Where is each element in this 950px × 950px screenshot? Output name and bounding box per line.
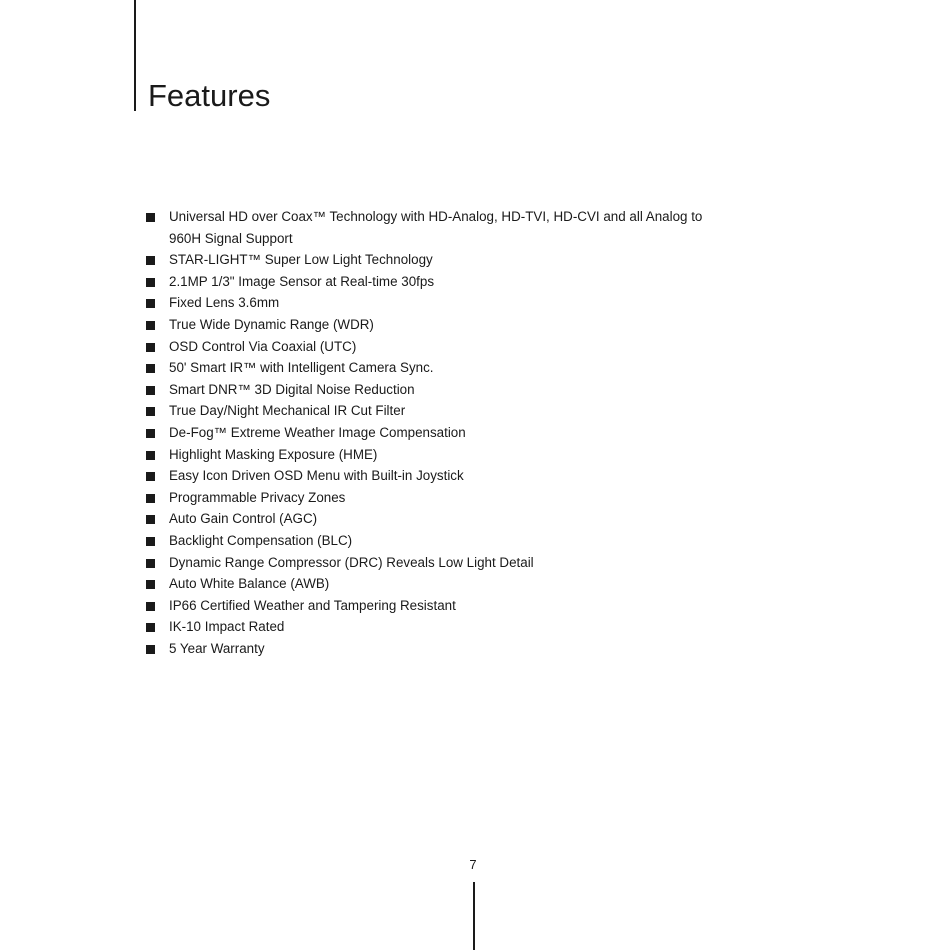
feature-text: Easy Icon Driven OSD Menu with Built-in Joystick (169, 468, 464, 484)
feature-text: Backlight Compensation (BLC) (169, 532, 353, 548)
feature-item (146, 400, 706, 422)
square-bullet-icon (146, 559, 155, 568)
square-bullet-icon (146, 537, 155, 546)
square-bullet-icon (146, 343, 155, 352)
feature-text: Auto Gain Control (AGC) (169, 511, 318, 527)
feature-item (146, 508, 706, 530)
feature-item (146, 206, 706, 249)
feature-text: Programmable Privacy Zones (169, 489, 346, 505)
square-bullet-icon (146, 602, 155, 611)
feature-item (146, 595, 706, 617)
square-bullet-icon (146, 278, 155, 287)
feature-item (146, 292, 706, 314)
feature-item (146, 336, 706, 358)
feature-item (146, 638, 706, 660)
feature-item (146, 616, 706, 638)
bottom-margin-rule (473, 882, 475, 950)
feature-text: 2.1MP 1/3" Image Sensor at Real-time 30fps (169, 273, 435, 289)
feature-text: OSD Control Via Coaxial (UTC) (169, 338, 357, 354)
square-bullet-icon (146, 515, 155, 524)
square-bullet-icon (146, 256, 155, 265)
feature-text: True Day/Night Mechanical IR Cut Filter (169, 403, 406, 419)
feature-text: 50' Smart IR™ with Intelligent Camera Sync. (169, 360, 434, 376)
feature-item (146, 487, 706, 509)
feature-text: Smart DNR™ 3D Digital Noise Reduction (169, 381, 415, 397)
feature-item (146, 444, 706, 466)
feature-text: Fixed Lens 3.6mm (169, 295, 280, 311)
feature-list (146, 206, 706, 659)
feature-item (146, 422, 706, 444)
square-bullet-icon (146, 407, 155, 416)
feature-item (146, 271, 706, 293)
feature-item (146, 573, 706, 595)
feature-text: STAR-LIGHT™ Super Low Light Technology (169, 252, 433, 268)
feature-text: 5 Year Warranty (169, 640, 265, 656)
square-bullet-icon (146, 580, 155, 589)
square-bullet-icon (146, 386, 155, 395)
feature-text: True Wide Dynamic Range (WDR) (169, 316, 374, 332)
feature-text: Dynamic Range Compressor (DRC) Reveals Low Light Detail (169, 554, 534, 570)
square-bullet-icon (146, 494, 155, 503)
feature-item (146, 465, 706, 487)
square-bullet-icon (146, 472, 155, 481)
feature-text: IK-10 Impact Rated (169, 619, 285, 635)
square-bullet-icon (146, 364, 155, 373)
feature-text: De-Fog™ Extreme Weather Image Compensation (169, 424, 466, 440)
page-title: Features (148, 78, 271, 113)
feature-text: Auto White Balance (AWB) (169, 576, 330, 592)
feature-item (146, 357, 706, 379)
square-bullet-icon (146, 213, 155, 222)
square-bullet-icon (146, 451, 155, 460)
square-bullet-icon (146, 321, 155, 330)
feature-text: Universal HD over Coax™ Technology with HD-Analog, HD-TVI, HD-CVI and all Analog to 960H Signal Support (169, 209, 703, 246)
square-bullet-icon (146, 429, 155, 438)
feature-text: Highlight Masking Exposure (HME) (169, 446, 378, 462)
feature-item (146, 379, 706, 401)
feature-text: IP66 Certified Weather and Tampering Resistant (169, 597, 456, 613)
feature-item (146, 314, 706, 336)
feature-item (146, 249, 706, 271)
feature-item (146, 552, 706, 574)
feature-item (146, 530, 706, 552)
square-bullet-icon (146, 645, 155, 654)
square-bullet-icon (146, 299, 155, 308)
square-bullet-icon (146, 623, 155, 632)
top-margin-rule (134, 0, 136, 111)
page-number: 7 (469, 857, 477, 872)
